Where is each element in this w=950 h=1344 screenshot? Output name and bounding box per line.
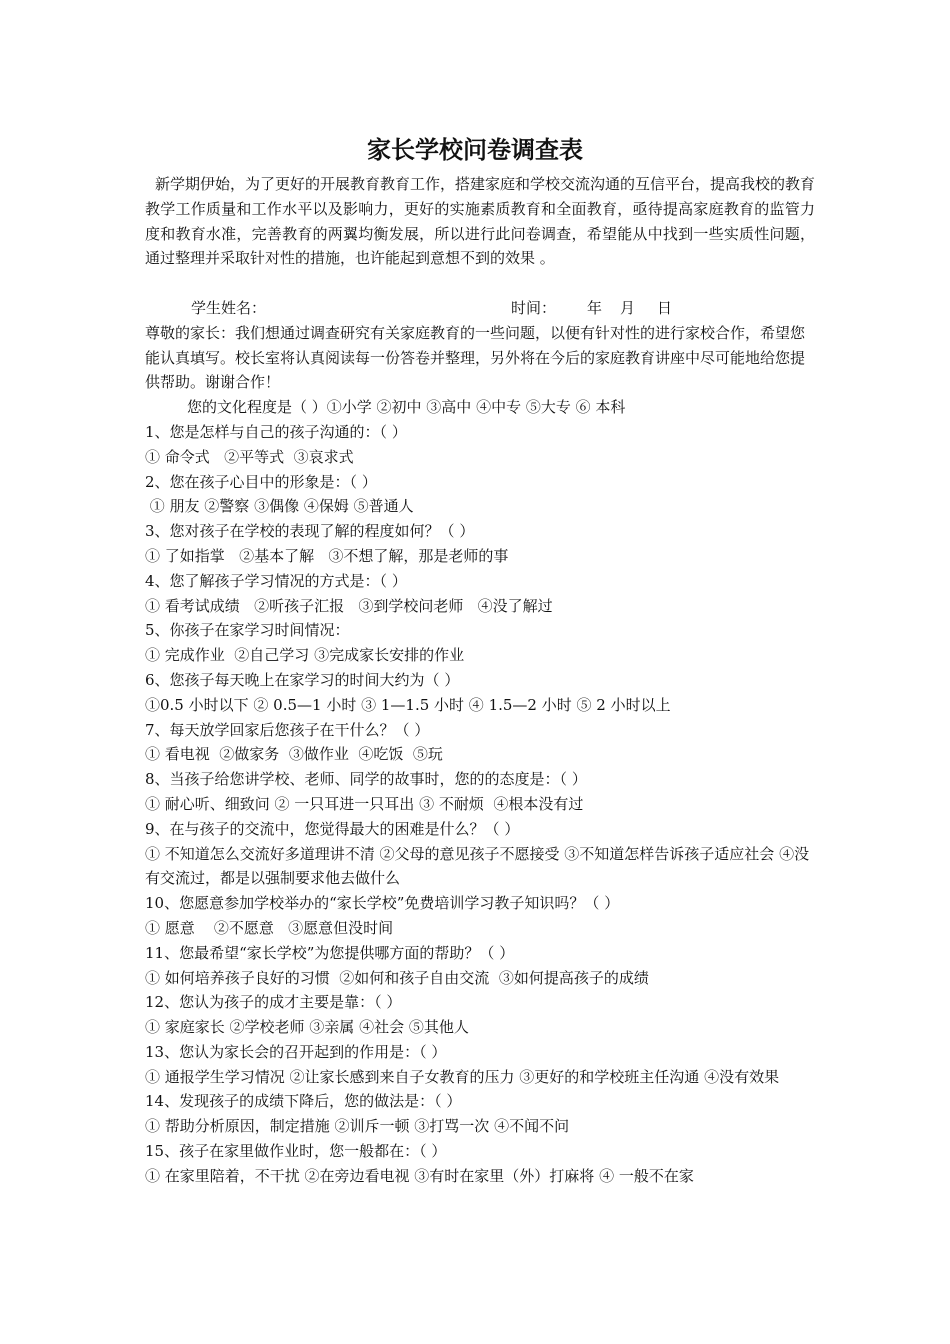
question-8: 8、当孩子给您讲学校、老师、同学的故事时，您的的态度是：（ ）: [145, 770, 587, 789]
answer-options-11: ① 如何培养孩子良好的习惯 ②如何和孩子自由交流 ③如何提高孩子的成绩: [145, 968, 649, 987]
question-11: 11、您最希望“家长学校”为您提供哪方面的帮助？（ ）: [145, 943, 515, 962]
page-title: 家长学校问卷调查表: [367, 135, 583, 164]
greeting-paragraph: 尊敬的家长：我们想通过调查研究有关家庭教育的一些问题，以便有针对性的进行家校合作，希望您能认真填写。校长室将认真阅读每一份答卷并整理，另外将在今后的家庭教育讲座中尽可能地给您提供帮助。谢谢合作！: [145, 323, 806, 392]
day-label: 日: [657, 298, 673, 317]
info-row: [145, 296, 815, 321]
intro-paragraph: 新学期伊始，为了更好的开展教育教育工作，搭建家庭和学校交流沟通的互信平台，提高我校的教育教学工作质量和工作水平以及影响力，更好的实施素质教育和全面教育，亟待提高家庭教育的监管力度和教育水准，完善教育的两翼均衡发展，所以进行此问卷调查，希望能从中找到一些实质性问题，通过整理并采取针对性的措施，也许能起到意想不到的效果 。: [145, 175, 816, 268]
student-name-label: 学生姓名：: [191, 298, 267, 317]
answer-options-3: ① 了如指掌 ②基本了解 ③不想了解，那是老师的事: [145, 546, 509, 565]
question-9: 9、在与孩子的交流中，您觉得最大的困难是什么？（ ）: [145, 819, 520, 838]
question-14: 14、发现孩子的成绩下降后，您的做法是：（ ）: [145, 1092, 462, 1111]
answer-options-7: ① 看电视 ②做家务 ③做作业 ④吃饭 ⑤玩: [145, 745, 443, 764]
answer-options-9: ① 不知道怎么交流好多道理讲不清 ②父母的意见孩子不愿接受 ③不知道怎样告诉孩子适应社会 ④没有交流过，都是以强制要求他去做什么: [145, 844, 810, 888]
question-13: 13、您认为家长会的召开起到的作用是：（ ）: [145, 1042, 447, 1061]
education-question: 您的文化程度是（ ）①小学 ②初中 ③高中 ④中专 ⑤大专 ⑥ 本科: [187, 398, 626, 417]
document-page: [145, 128, 815, 1189]
question-3: 3、您对孩子在学校的表现了解的程度如何？（ ）: [145, 522, 475, 541]
answer-options-12: ① 家庭家长 ②学校老师 ③亲属 ④社会 ⑤其他人: [145, 1018, 469, 1037]
answer-options-15: ① 在家里陪着，不干扰 ②在旁边看电视 ③有时在家里（外）打麻将 ④ 一般不在家: [145, 1166, 694, 1185]
answer-options-5: ① 完成作业 ②自己学习 ③完成家长安排的作业: [145, 646, 465, 665]
answer-options-8: ① 耐心听、细致问 ② 一只耳进一只耳出 ③ 不耐烦 ④根本没有过: [145, 794, 584, 813]
answer-options-4: ① 看考试成绩 ②听孩子汇报 ③到学校问老师 ④没了解过: [145, 596, 553, 615]
time-label: 时间：: [511, 298, 557, 317]
question-15: 15、孩子在家里做作业时，您一般都在：（ ）: [145, 1142, 447, 1161]
question-6: 6、您孩子每天晚上在家学习的时间大约为（ ）: [145, 670, 460, 689]
question-list: [145, 420, 815, 1189]
question-12: 12、您认为孩子的成才主要是靠：（ ）: [145, 993, 402, 1012]
answer-options-14: ① 帮助分析原因，制定措施 ②训斥一顿 ③打骂一次 ④不闻不问: [145, 1117, 570, 1136]
question-7: 7、每天放学回家后您孩子在干什么？（ ）: [145, 720, 430, 739]
question-4: 4、您了解孩子学习情况的方式是：（ ）: [145, 571, 407, 590]
blank-line: [145, 271, 815, 296]
question-1: 1、您是怎样与自己的孩子沟通的：（ ）: [145, 422, 407, 441]
answer-options-6: ①0.5 小时以下 ② 0.5—1 小时 ③ 1—1.5 小时 ④ 1.5—2 小时 ⑤ 2 小时以上: [145, 695, 671, 714]
year-label: 年: [587, 298, 603, 317]
answer-options-2: ① 朋友 ②警察 ③偶像 ④保姆 ⑤普通人: [145, 497, 414, 516]
month-label: 月: [620, 298, 636, 317]
question-10: 10、您愿意参加学校举办的“家长学校”免费培训学习教子知识吗？（ ）: [145, 894, 620, 913]
question-5: 5、你孩子在家学习时间情况：: [145, 621, 350, 640]
answer-options-1: ① 命令式 ②平等式 ③哀求式: [145, 447, 354, 466]
answer-options-10: ① 愿意 ②不愿意 ③愿意但没时间: [145, 918, 394, 937]
answer-options-13: ① 通报学生学习情况 ②让家长感到来自子女教育的压力 ③更好的和学校班主任沟通 ④没有效果: [145, 1067, 780, 1086]
question-2: 2、您在孩子心目中的形象是：（ ）: [145, 472, 377, 491]
